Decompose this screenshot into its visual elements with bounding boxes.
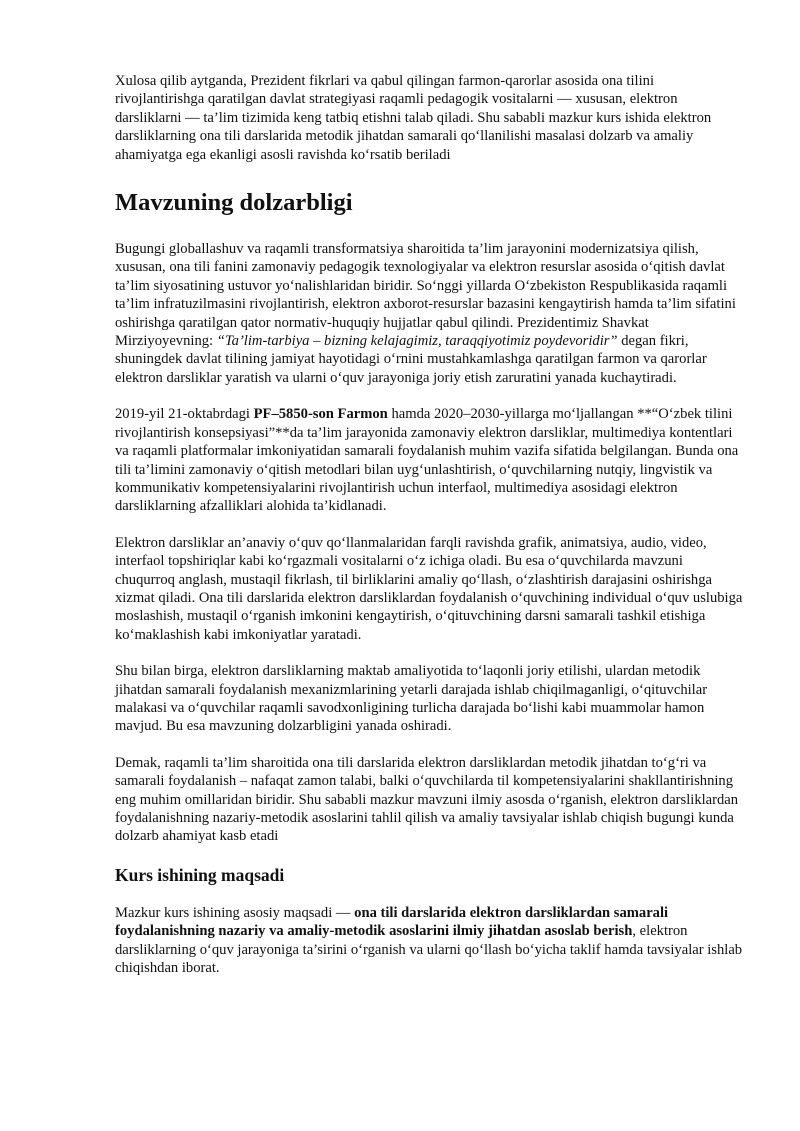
section-heading-relevance: Mavzuning dolzarbligi — [115, 189, 353, 217]
goal-paragraph-text-b: , elektron darsliklarning o‘quv jarayoniga ta’sirini o‘rganish va ularni qo‘llash bo‘yicha taklif hamda tavsiyalar ishlab chiqishdan iborat. — [115, 923, 743, 977]
relevance-paragraph-1-text-a: Bugungi globallashuv va raqamli transformatsiya sharoitida ta’lim jarayonini modernizatsiya qilish, xususan, ona tili fanini zamonaviy pedagogik texnologiyalar va elektron resurslar asosida o‘qitish davlat ta’lim siyosatining ustuvor yo‘nalishlaridan biridir. So‘nggi yillarda O‘zbekiston Respublikasida raqamli ta’lim infratuzilmasini rivojlantirish, elektron axborot-resurslar bazasini kengaytirish hamda ta’lim sifatini oshirishga qaratilgan qator normativ-huquqiy hujjatlar qabul qilindi. Prezidentimiz Shavkat Mirziyoyevning: — [115, 241, 736, 350]
relevance-paragraph-2 — [115, 405, 743, 515]
relevance-paragraph-1 — [115, 240, 743, 387]
relevance-paragraph-4: Shu bilan birga, elektron darsliklarning maktab amaliyotida to‘laqonli joriy etilishi, ulardan metodik jihatdan samarali foydalanish mexanizmlarining yetarli darajada ishlab chiqilmaganligi, o‘qituvchilar malakasi va o‘quvchilar raqamli savodxonligining turlicha darajada bo‘lishi kabi muammolar hamon mavjud. Bu esa mavzuning dolzarbligini yanada oshiradi. — [115, 663, 708, 735]
relevance-paragraph-3: Elektron darsliklar an’anaviy o‘quv qo‘llanmalaridan farqli ravishda grafik, animatsiya, audio, video, interfaol topshiriqlar kabi ko‘rgazmali vositalarni o‘z ichiga oladi. Bu esa o‘quvchilarda mavzuni chuqurroq anglash, mustaqil fikrlash, til birliklarini amaliy qo‘llash, o‘zlashtirish darajasini oshirishga xizmat qiladi. Ona tili darslarida elektron darsliklardan foydalanish o‘quvchining individual o‘quv uslubiga moslashish, mustaqil o‘rganish imkonini kengaytirish, o‘qituvchining darsni samarali tashkil etishiga ko‘maklashish kabi imkoniyatlar yaratadi. — [115, 534, 743, 643]
relevance-paragraph-2-text-b: hamda 2020–2030-yillarga mo‘ljallangan **“O‘zbek tilini rivojlantirish konsepsiyasi”**da ta’lim jarayonida zamonaviy elektron darsliklar, multimediya kontentlari va raqamli platformalar imkoniyatidan samarali foydalanish muhim vazifa sifatida belgilangan. Bunda ona tili ta’limini zamonaviy o‘qitish metodlari bilan uyg‘unlashtirish, o‘quvchilarning nutqiy, lingvistik va kommunikativ kompetensiyalarini rivojlantirish uchun interfaol, multimediya asosidagi elektron darsliklarning afzalliklari alohida ta’kidlanadi. — [115, 406, 739, 515]
intro-paragraph: Xulosa qilib aytganda, Prezident fikrlari va qabul qilingan farmon-qarorlar asosida ona tilini rivojlantirishga qaratilgan davlat strategiyasi raqamli pedagogik vositalarni — xususan, elektron darsliklarni — ta’lim tizimida keng tatbiq etishni talab qiladi. Shu sababli mazkur kurs ishida elektron darsliklarning ona tili darslarida metodik jihatdan samarali qo‘llanilishi masalasi dolzarb va amaliy ahamiyatga ega ekanligi asosli ravishda ko‘rsatib beriladi — [115, 73, 712, 163]
document-page — [115, 72, 743, 977]
relevance-paragraph-1-text-b: degan fikri, shuningdek davlat tilining jamiyat hayotidagi o‘rnini mustahkamlashga qaratilgan farmon va qarorlar elektron darsliklar yaratish va ularni o‘quv jarayoniga joriy etish zaruratini yanada kuchaytiradi. — [115, 333, 707, 386]
section-heading-goal: Kurs ishining maqsadi — [115, 864, 285, 885]
goal-paragraph — [115, 904, 743, 978]
decree-reference: PF–5850-son Farmon — [253, 406, 388, 423]
president-quote: “Ta’lim-tarbiya – bizning kelajagimiz, taraqqiyotimiz poydevoridir” — [216, 333, 618, 350]
goal-paragraph-text-a: Mazkur kurs ishining asosiy maqsadi — — [115, 904, 355, 921]
goal-statement: ona tili darslarida elektron darsliklardan samarali foydalanishning nazariy va amaliy-metodik asoslarini ilmiy jihatdan asoslab berish — [115, 904, 669, 940]
relevance-paragraph-5: Demak, raqamli ta’lim sharoitida ona tili darslarida elektron darsliklardan metodik jihatdan to‘g‘ri va samarali foydalanish – nafaqat zamon talabi, balki o‘quvchilarda til kompetensiyalarini shakllantirishning eng muhim omillaridan biridir. Shu sababli mazkur mavzuni ilmiy asosda o‘rganish, elektron darsliklardan foydalanishning nazariy-metodik asoslarini tahlil qilish va amaliy tavsiyalar ishlab chiqish bugungi kunda dolzarb ahamiyat kasb etadi — [115, 754, 739, 845]
relevance-paragraph-2-text-a: 2019-yil 21-oktabrdagi — [115, 406, 254, 423]
